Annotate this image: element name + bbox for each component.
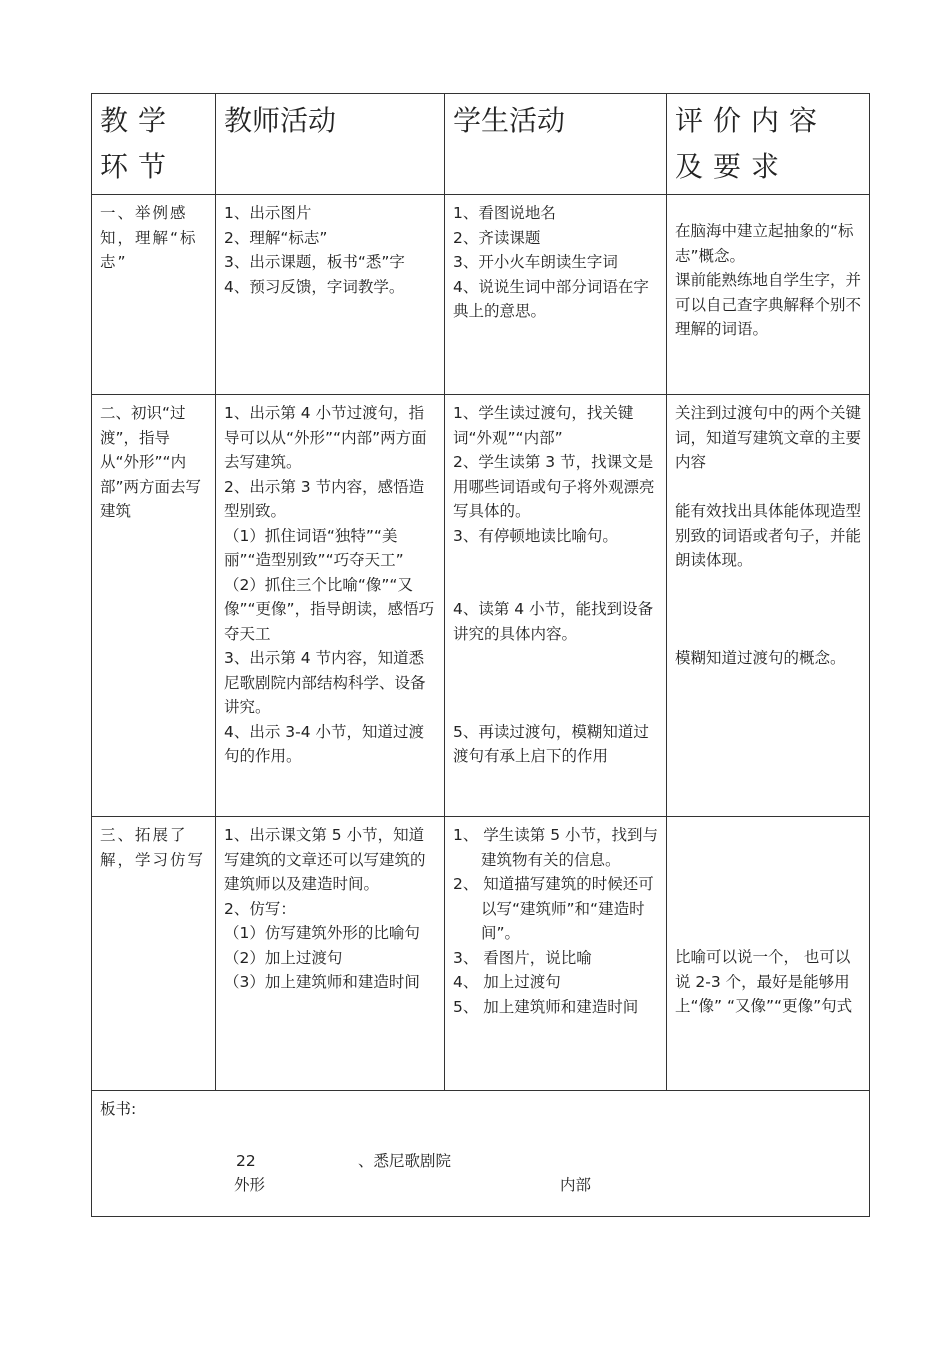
student-item: 1、看图说地名 [453, 204, 556, 222]
evaluation-item: 比喻可以说一个， 也可以说 2-3 个，最好是能够用上“像” “又像”“更像”句式 [675, 948, 853, 1015]
teacher-item: 3、出示课题，板书“悉”字 [224, 253, 405, 271]
blackboard-exterior: 外形 [234, 1176, 266, 1194]
blackboard-interior: 内部 [560, 1176, 592, 1194]
teacher-cell [216, 395, 445, 817]
lesson-title: 、悉尼歌剧院 [358, 1152, 452, 1170]
student-item: 3、有停顿地读比喻句。 [453, 526, 618, 545]
blackboard-cell [92, 1091, 870, 1217]
teacher-item: 1、出示图片 [224, 204, 312, 222]
teacher-item: （2）加上过渡句 [224, 948, 343, 967]
teacher-item: 2、理解“标志” [224, 228, 328, 247]
blackboard-row [92, 1091, 870, 1217]
evaluation-cell [667, 817, 870, 1091]
teacher-item: 4、预习反馈，字词教学。 [224, 277, 405, 296]
teacher-item: 3、出示第 4 节内容，知道悉尼歌剧院内部结构科学、设备讲究。 [224, 649, 426, 716]
student-item: 1、学生读过渡句，找关键词“外观”“内部” [453, 404, 634, 447]
student-item: 5、再读过渡句，模糊知道过渡句有承上启下的作用 [453, 722, 649, 765]
teacher-item: 1、出示第 4 小节过渡句，指导可以从“外形”“内部”两方面去写建筑。 [224, 404, 427, 471]
table-row [92, 395, 870, 817]
stage-cell: 二、初识“过渡”，指导从“外形”“内部”两方面去写建筑 [92, 395, 216, 817]
spacer [453, 573, 658, 598]
spacer [453, 695, 658, 720]
student-item: 2、 知道描写建筑的时候还可以写“建筑师”和“建造时间”。 [453, 875, 654, 942]
evaluation-item: 能有效找出具体能体现造型别致的词语或者句子，并能朗读体现。 [675, 502, 862, 569]
teacher-item: 2、仿写： [224, 899, 296, 918]
teacher-item: （1）仿写建筑外形的比喻句 [224, 924, 420, 942]
table-row [92, 817, 870, 1091]
evaluation-item: 课前能熟练地自学生字，并可以自己查字典解释个别不理解的词语。 [675, 271, 862, 338]
table-row [92, 195, 870, 395]
teacher-item: （3）加上建筑师和建造时间 [224, 973, 420, 991]
student-item: 2、齐读课题 [453, 228, 541, 247]
spacer [675, 573, 861, 598]
header-teaching-stage: 教学环节 [92, 94, 216, 195]
student-cell [445, 817, 667, 1091]
stage-cell: 一、举例感知，理解“标志” [92, 195, 216, 395]
student-item: 5、 加上建筑师和建造时间 [453, 997, 639, 1016]
evaluation-item: 关注到过渡句中的两个关键词，知道写建筑文章的主要内容 [675, 404, 862, 471]
teacher-item: 4、出示 3-4 小节，知道过渡句的作用。 [224, 722, 425, 765]
teacher-cell [216, 195, 445, 395]
student-item: 4、 加上过渡句 [453, 973, 561, 991]
teacher-item: 1、出示课文第 5 小节，知道写建筑的文章还可以写建筑的建筑师以及建造时间。 [224, 826, 426, 893]
evaluation-cell [667, 195, 870, 395]
lesson-number: 22 [236, 1152, 256, 1170]
student-item: 1、 学生读第 5 小节，找到与建筑物有关的信息。 [453, 826, 659, 869]
evaluation-item: 模糊知道过渡句的概念。 [675, 649, 846, 667]
spacer [453, 671, 658, 696]
header-teacher-activity: 教师活动 [216, 94, 445, 195]
student-item: 3、 看图片，说比喻 [453, 948, 592, 967]
spacer [675, 597, 861, 622]
student-item: 3、开小火车朗读生字词 [453, 253, 618, 271]
student-cell [445, 195, 667, 395]
spacer [675, 622, 861, 647]
stage-cell: 三、拓展了解，学习仿写 [92, 817, 216, 1091]
spacer [675, 475, 861, 500]
lesson-plan-table [91, 93, 870, 1217]
teacher-item: （1）抓住词语“独特”“美丽”“造型别致”“巧夺天工” [224, 526, 404, 569]
evaluation-item: 在脑海中建立起抽象的“标志”概念。 [675, 222, 854, 265]
student-item: 4、说说生词中部分词语在字典上的意思。 [453, 277, 649, 320]
blackboard-label: 板书: [100, 1100, 137, 1118]
header-evaluation: 评价内容及要求 [667, 94, 870, 195]
header-student-activity: 学生活动 [445, 94, 667, 195]
student-item: 2、学生读第 3 节，找课文是用哪些词语或句子将外观漂亮写具体的。 [453, 453, 655, 520]
spacer [453, 548, 658, 573]
student-cell [445, 395, 667, 817]
spacer [453, 646, 658, 671]
table-header-row [92, 94, 870, 195]
teacher-cell [216, 817, 445, 1091]
teacher-item: （2）抓住三个比喻“像”“又像”“更像”，指导朗读，感悟巧夺天工 [224, 575, 435, 643]
student-item: 4、读第 4 小节，能找到设备讲究的具体内容。 [453, 600, 654, 643]
evaluation-cell [667, 395, 870, 817]
teacher-item: 2、出示第 3 节内容，感悟造型别致。 [224, 477, 425, 520]
